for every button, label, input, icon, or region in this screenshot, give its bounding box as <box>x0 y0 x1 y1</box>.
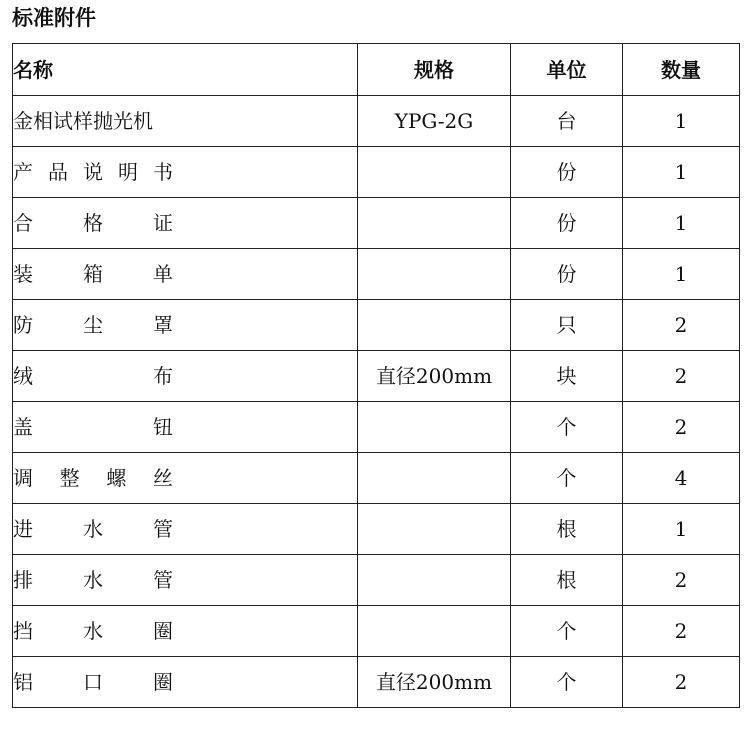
cell-spec <box>358 300 511 351</box>
cell-unit: 台 <box>511 96 623 147</box>
table-row <box>13 402 740 453</box>
table-row <box>13 657 740 708</box>
header-qty: 数量 <box>623 44 740 96</box>
table-row <box>13 300 740 351</box>
cell-unit: 份 <box>511 147 623 198</box>
cell-spec: 直径200mm <box>358 351 511 402</box>
cell-name: 进水管 <box>13 504 358 555</box>
cell-qty: 1 <box>623 198 740 249</box>
header-unit: 单位 <box>511 44 623 96</box>
table-row <box>13 198 740 249</box>
header-name: 名称 <box>13 44 358 96</box>
cell-unit: 根 <box>511 555 623 606</box>
cell-name: 盖钮 <box>13 402 358 453</box>
cell-spec <box>358 249 511 300</box>
cell-name: 调整螺丝 <box>13 453 358 504</box>
table-header-row <box>13 44 740 96</box>
cell-spec: YPG-2G <box>358 96 511 147</box>
cell-name: 挡水圈 <box>13 606 358 657</box>
cell-unit: 块 <box>511 351 623 402</box>
cell-spec <box>358 198 511 249</box>
cell-name: 合格证 <box>13 198 358 249</box>
cell-unit: 只 <box>511 300 623 351</box>
table-row <box>13 453 740 504</box>
cell-spec <box>358 504 511 555</box>
cell-qty: 2 <box>623 402 740 453</box>
cell-qty: 1 <box>623 504 740 555</box>
table-body <box>13 96 740 708</box>
table-row <box>13 504 740 555</box>
table-row <box>13 249 740 300</box>
cell-qty: 2 <box>623 351 740 402</box>
table-row <box>13 606 740 657</box>
cell-unit: 个 <box>511 606 623 657</box>
cell-unit: 根 <box>511 504 623 555</box>
cell-name: 装箱单 <box>13 249 358 300</box>
cell-unit: 份 <box>511 198 623 249</box>
cell-unit: 个 <box>511 453 623 504</box>
cell-qty: 2 <box>623 606 740 657</box>
cell-qty: 2 <box>623 300 740 351</box>
table-row <box>13 351 740 402</box>
header-spec: 规格 <box>358 44 511 96</box>
cell-name: 绒布 <box>13 351 358 402</box>
cell-name: 产品说明书 <box>13 147 358 198</box>
cell-qty: 1 <box>623 147 740 198</box>
cell-spec <box>358 606 511 657</box>
cell-unit: 个 <box>511 657 623 708</box>
table-row <box>13 555 740 606</box>
cell-unit: 份 <box>511 249 623 300</box>
cell-qty: 2 <box>623 657 740 708</box>
cell-qty: 2 <box>623 555 740 606</box>
cell-qty: 4 <box>623 453 740 504</box>
cell-name: 排水管 <box>13 555 358 606</box>
cell-name: 铝口圈 <box>13 657 358 708</box>
cell-unit: 个 <box>511 402 623 453</box>
cell-name: 防尘罩 <box>13 300 358 351</box>
page-title: 标准附件 <box>12 6 96 30</box>
table-row <box>13 96 740 147</box>
accessories-table <box>12 43 740 708</box>
cell-spec <box>358 453 511 504</box>
cell-name: 金相试样抛光机 <box>13 96 358 147</box>
cell-spec <box>358 555 511 606</box>
cell-spec <box>358 147 511 198</box>
cell-spec <box>358 402 511 453</box>
cell-qty: 1 <box>623 96 740 147</box>
table-row <box>13 147 740 198</box>
cell-spec: 直径200mm <box>358 657 511 708</box>
cell-qty: 1 <box>623 249 740 300</box>
